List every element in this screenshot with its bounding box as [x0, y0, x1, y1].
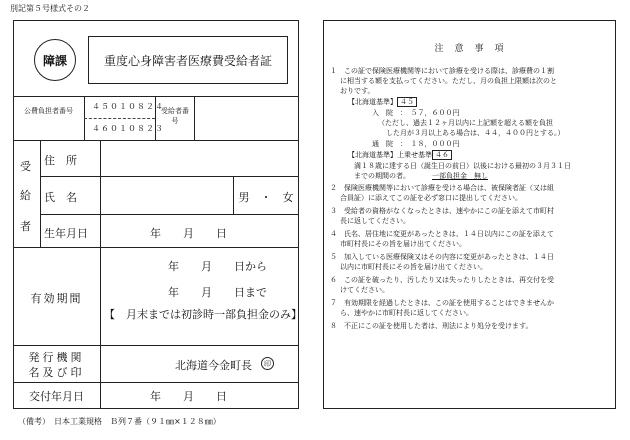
- note-2b: 合員証）に添えてこの証を必ず窓口に提出してください。: [340, 194, 522, 202]
- seal-char: 印: [264, 360, 271, 368]
- upper-standard-1: 満１８歳に達する日（誕生日の前日）以後における最初の３月３１日: [354, 162, 571, 170]
- recipient-char-3: 者: [20, 220, 31, 233]
- outpatient-limit: 入 院 ： ５７，６００円: [372, 109, 460, 117]
- note-6b: けてください。: [340, 286, 389, 294]
- upper-standard-3: 一部負担金 無し: [432, 172, 488, 180]
- note-4b: 市町村長にその旨を届け出てください。: [340, 240, 466, 248]
- name-label: 氏 名: [44, 191, 77, 204]
- issued-value: 年 月 日: [150, 390, 227, 403]
- provider-number-1: ４５０１０８２４: [92, 102, 164, 111]
- provider-number-2: ４６０１０８２３: [92, 124, 164, 133]
- issuer-value: 北海道今金町長: [175, 359, 252, 372]
- note-3: ３ 受給者の資格がなくなったときは、速やかにこの証を添えて市町村: [330, 207, 554, 215]
- outpatient-note-2: した月が３月以上ある場合は、４４，４００円とする。）: [386, 129, 565, 137]
- gender-options: 男 ・ 女: [238, 191, 294, 204]
- issued-label: 交付年月日: [29, 390, 84, 403]
- standard-row: [330, 97, 609, 107]
- upper-standard-2: までの期間の者。 一部負担金 無し: [354, 172, 488, 180]
- note-1b: に相当する額を支払ってください。ただし、月の負担上限額は次のと: [340, 77, 557, 85]
- standard-label: 【北海道基準】: [348, 98, 397, 106]
- note-8: ８ 不正にこの証を使用した者は、刑法により処分を受けます。: [330, 322, 533, 330]
- upper-standard-code: ４６: [432, 150, 452, 160]
- outpatient-note-1: （ただし、過去１２ヶ月以内に上記額を超える額を負担: [378, 119, 553, 127]
- note-1c: おりです。: [340, 87, 375, 95]
- remarks: （備考） 日本工業規格 Ｂ列７番（９１㎜×１２８㎜）: [18, 417, 221, 426]
- certificate-title: 重度心身障害者医療費受給者証: [103, 54, 272, 68]
- inpatient-limit: 通 院 ： １８，０００円: [372, 140, 460, 148]
- note-7b: ら、速やかに市町村長に返してください。: [340, 309, 473, 317]
- note-3b: 長に返してください。: [340, 217, 410, 225]
- standard-code: ４５: [397, 97, 417, 107]
- issuer-label-2: 名及び印: [28, 366, 85, 379]
- provider-number-label: 公費負担者番号: [24, 107, 73, 115]
- recipient-number-label: 受給者番号: [161, 107, 189, 125]
- note-5: ５ 加入している医療保険又はその内容に変更があったときは、１４日: [330, 253, 554, 261]
- recipient-char-2: 給: [20, 189, 31, 202]
- upper-standard-row: [330, 150, 609, 160]
- dob-value: 年 月 日: [150, 227, 227, 240]
- address-label: 住 所: [44, 154, 77, 167]
- certificate-back: [323, 20, 616, 409]
- recipient-char-1: 受: [20, 160, 31, 173]
- note-5b: 以内に市町村長にその旨を届け出てください。: [340, 263, 487, 271]
- validity-note: 【 月末までは初診時一部負担金のみ】: [104, 308, 302, 321]
- upper-standard-label: 【北海道基準】上乗せ基準: [348, 151, 432, 159]
- validity-label: 有効期間: [30, 292, 83, 305]
- note-1: １ この証で保険医療機関等において診療を受ける際は、診療費の１割: [330, 67, 554, 75]
- note-6: ６ この証を破ったり、汚したり又は失ったりしたときは、再交付を受: [330, 276, 554, 284]
- issuer-label-1: 発行機関: [28, 351, 85, 364]
- form-code: 別記第５号様式その２: [10, 4, 90, 13]
- note-4: ４ 氏名、居住地に変更があったときは、１４日以内にこの証を添えて: [330, 230, 554, 238]
- note-2: ２ 保険医療機関等において診療を受ける場合は、被保険者証（又は組: [330, 184, 554, 192]
- note-7: ７ 有効期限を経過したときは、この証を使用することはできませんか: [330, 299, 554, 307]
- badge-text: 障課: [42, 54, 67, 68]
- notes-title: 注 意 事 項: [434, 44, 505, 54]
- validity-to: 年 月 日まで: [168, 286, 267, 299]
- dob-label: 生年月日: [44, 227, 88, 240]
- validity-from: 年 月 日から: [168, 260, 267, 273]
